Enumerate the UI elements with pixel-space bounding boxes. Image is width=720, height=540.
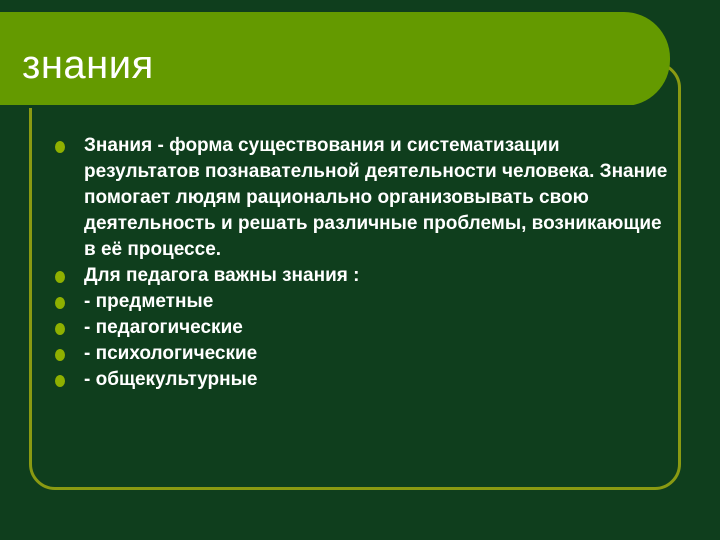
bullet-icon bbox=[55, 297, 65, 309]
bullet-item-pedagogical bbox=[55, 315, 675, 341]
bullet-text: Для педагога важны знания : bbox=[84, 265, 360, 286]
slide-title: знания bbox=[22, 43, 154, 87]
bullet-text: - общекультурные bbox=[84, 369, 258, 390]
bullet-text: - педагогические bbox=[84, 317, 243, 338]
title-underline bbox=[0, 105, 636, 108]
bullet-icon bbox=[55, 375, 65, 387]
bullet-item-definition bbox=[55, 133, 675, 263]
bullet-item-teacher-knowledge bbox=[55, 263, 675, 289]
bullet-icon bbox=[55, 323, 65, 335]
bullet-item-general-cultural bbox=[55, 367, 675, 393]
bullet-icon bbox=[55, 349, 65, 361]
title-bar bbox=[0, 12, 670, 106]
bullet-item-psychological bbox=[55, 341, 675, 367]
bullet-list bbox=[55, 133, 675, 393]
bullet-item-subject bbox=[55, 289, 675, 315]
bullet-icon bbox=[55, 141, 65, 153]
bullet-text: Знания - форма существования и систематизации результатов познавательной деятельности человека. Знание помогает людям рационально организовывать свою деятельность и решать различные проблемы, возникающие в её процессе. bbox=[84, 135, 668, 260]
bullet-text: - психологические bbox=[84, 343, 258, 364]
bullet-icon bbox=[55, 271, 65, 283]
bullet-text: - предметные bbox=[84, 291, 214, 312]
